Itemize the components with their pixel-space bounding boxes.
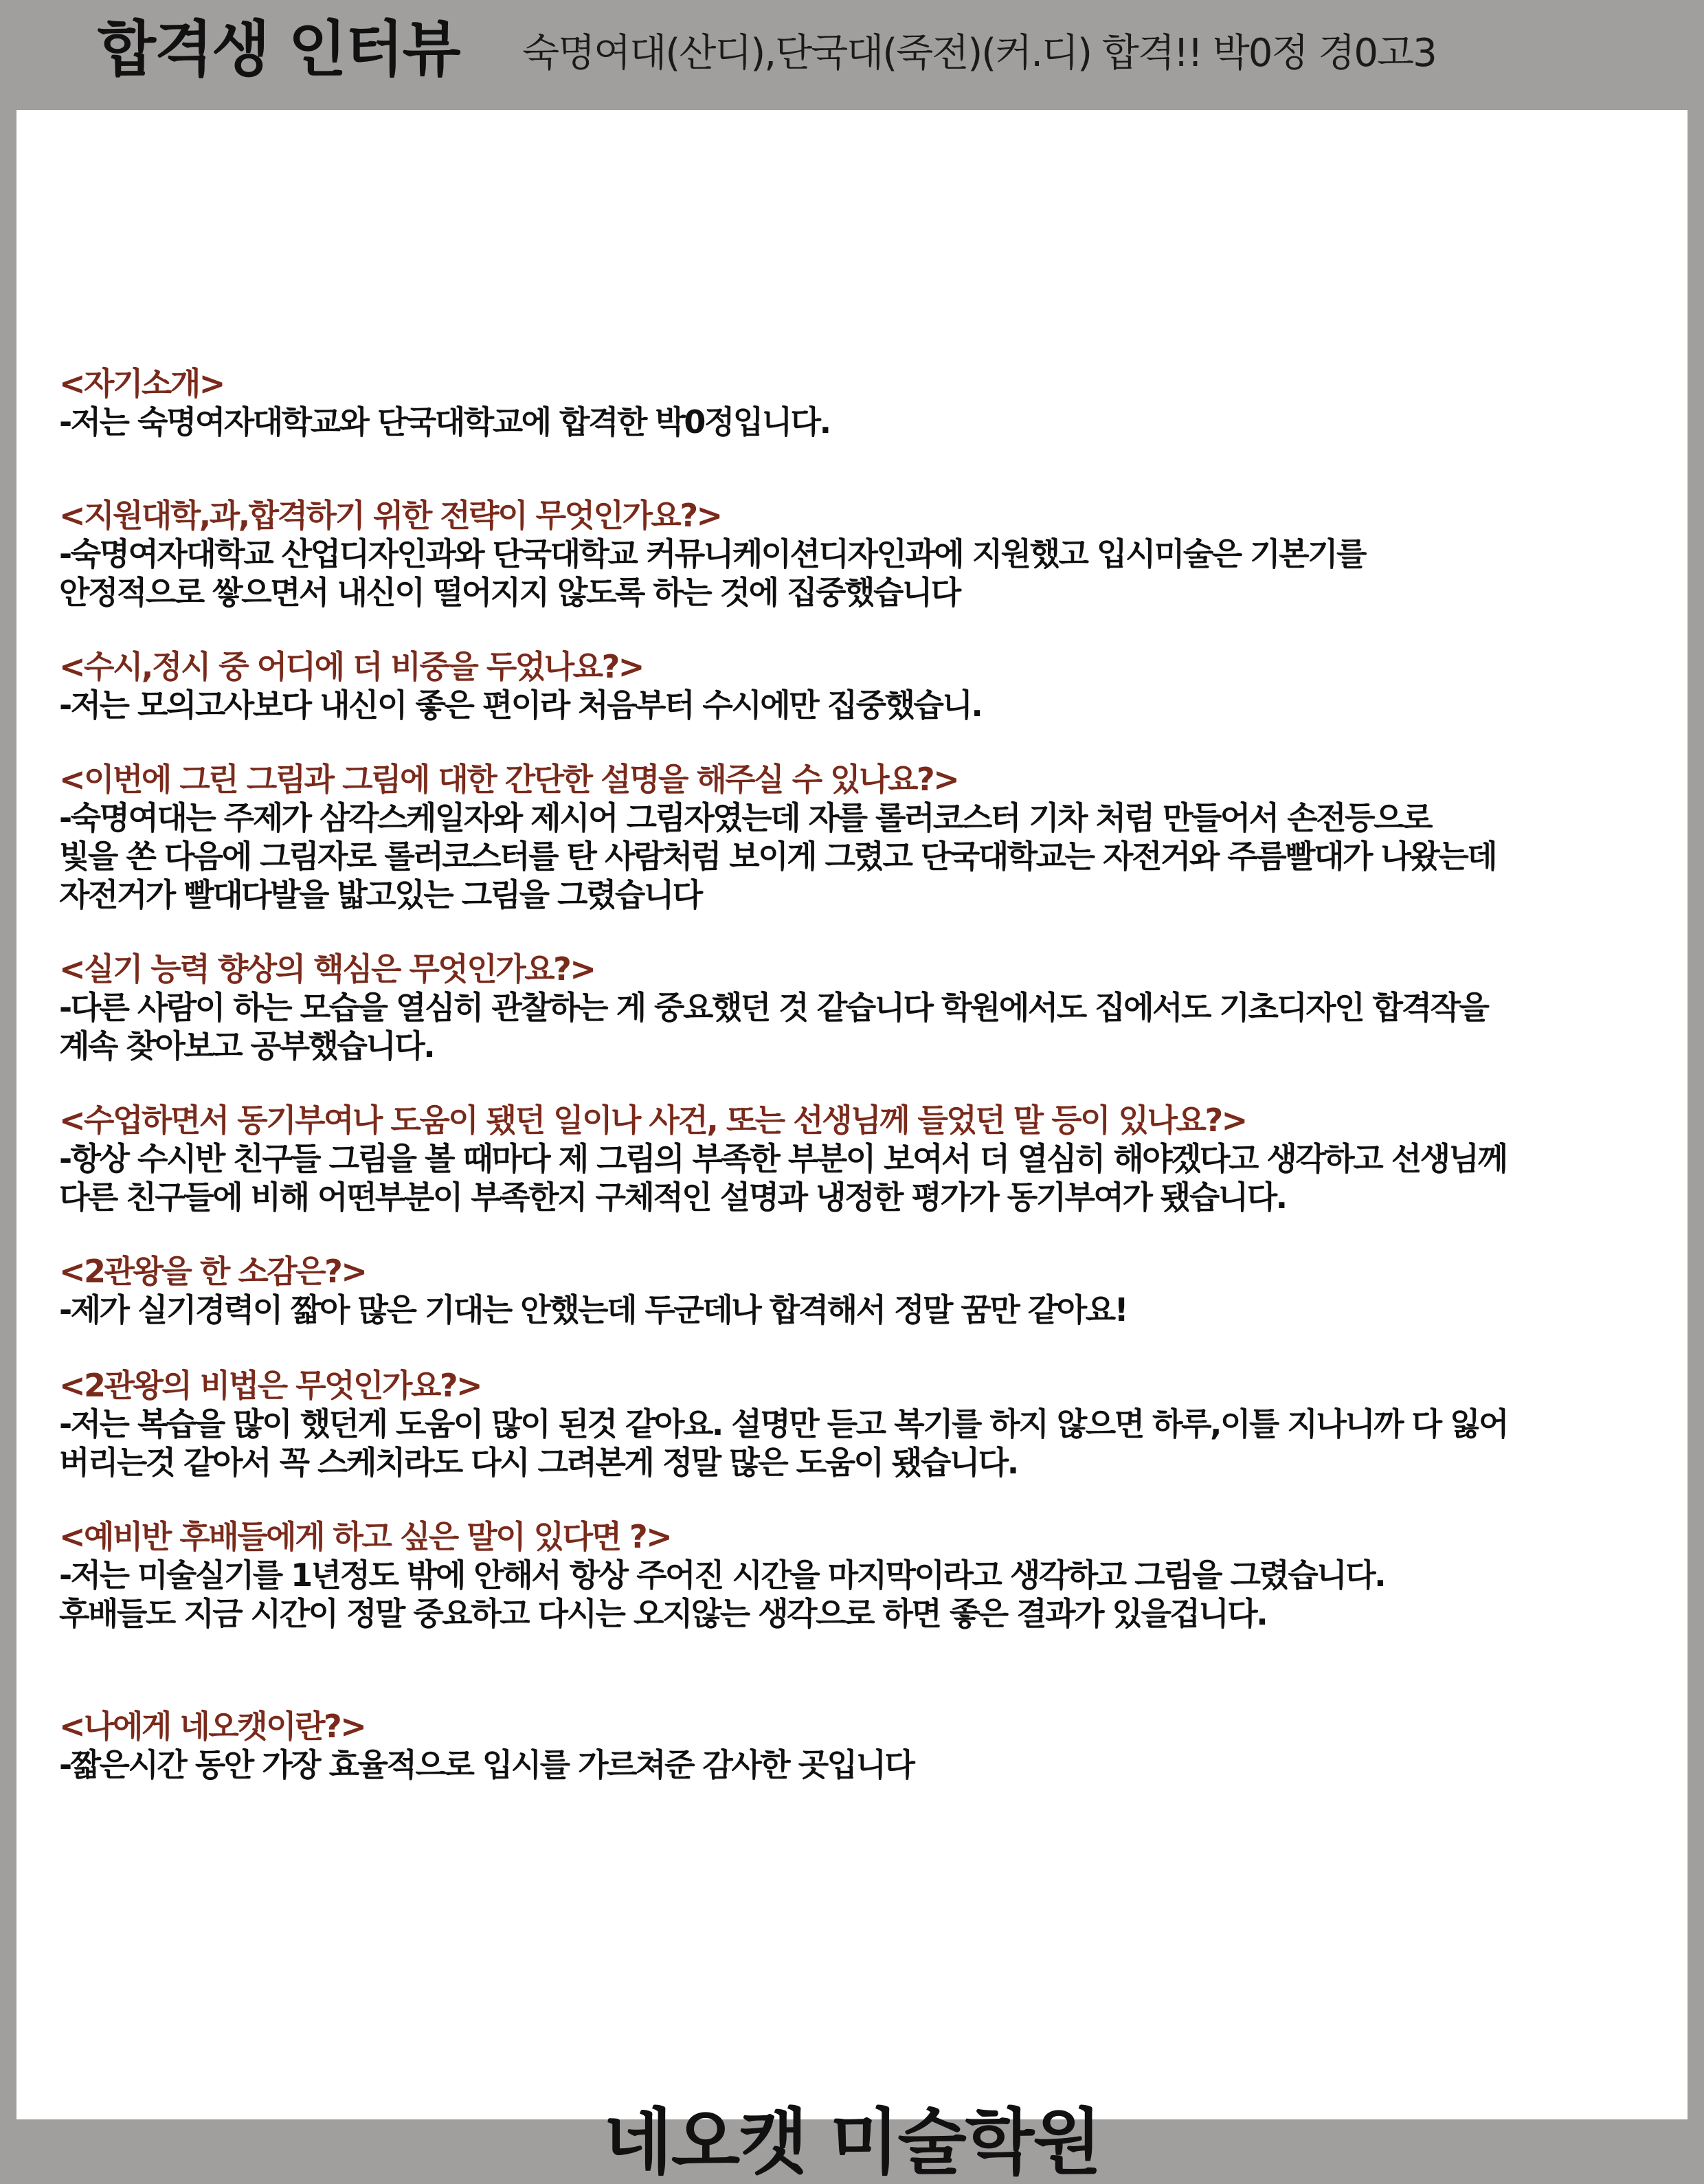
question: <2관왕의 비법은 무엇인가요?>: [59, 1367, 482, 1404]
qa-item-drawing-description: [59, 760, 1667, 914]
answer-line: 안정적으로 쌓으면서 내신이 떨어지지 않도록 하는 것에 집중했습니다: [59, 574, 960, 611]
qa-item-motivation: [59, 1101, 1667, 1216]
answer-line: -다른 사람이 하는 모습을 열심히 관찰하는 게 중요했던 것 같습니다 학원에서도 집에서도 기초디자인 합격작을: [59, 989, 1488, 1026]
page-header: [0, 0, 1704, 110]
qa-item-message-to-juniors: [59, 1517, 1667, 1633]
page-subtitle: 숙명여대(산디),단국대(죽전)(커.디) 합격!! 박0정 경0고3: [522, 31, 1436, 76]
question: <수업하면서 동기부여나 도움이 됐던 일이나 사건, 또는 선생님께 들었던 말 등이 있나요?>: [59, 1102, 1246, 1139]
answer-line: -숙명여자대학교 산업디자인과와 단국대학교 커뮤니케이션디자인과에 지원했고 입시미술은 기본기를: [59, 535, 1365, 572]
answer-line: 빛을 쏜 다음에 그림자로 롤러코스터를 탄 사람처럼 보이게 그렸고 단국대학교는 자전거와 주름빨대가 나왔는데: [59, 838, 1496, 875]
qa-item-susi-jeongsi: [59, 647, 1667, 724]
qa-item-self-intro: [59, 364, 1667, 441]
answer-line: -숙명여대는 주제가 삼각스케일자와 제시어 그림자였는데 자를 롤러코스터 기차 처럼 만들어서 손전등으로: [59, 799, 1431, 836]
answer-line: -짧은시간 동안 가장 효율적으로 입시를 가르쳐준 감사한 곳입니다: [59, 1746, 914, 1783]
answer-line: 버리는것 같아서 꼭 스케치라도 다시 그려본게 정말 많은 도움이 됐습니다.: [59, 1444, 1018, 1481]
question: <실기 능력 향상의 핵심은 무엇인가요?>: [59, 950, 595, 988]
question: <자기소개>: [59, 365, 224, 402]
qa-item-strategy: [59, 496, 1667, 612]
answer-line: 다른 친구들에 비해 어떤부분이 부족한지 구체적인 설명과 냉정한 평가가 동기부여가 됐습니다.: [59, 1179, 1286, 1216]
qa-item-skill-core: [59, 950, 1667, 1065]
qa-item-double-pass-secret: [59, 1366, 1667, 1482]
page-title: 합격생 인터뷰: [98, 14, 460, 85]
question: <수시,정시 중 어디에 더 비중을 두었나요?>: [59, 648, 643, 685]
academy-name: 네오캣 미술학원: [603, 2100, 1101, 2184]
answer-line: -저는 모의고사보다 내신이 좋은 편이라 처음부터 수시에만 집중했습니.: [59, 687, 982, 724]
question: <나에게 네오캣이란?>: [59, 1708, 366, 1745]
answer-line: -저는 미술실기를 1년정도 밖에 안해서 항상 주어진 시간을 마지막이라고 생각하고 그림을 그렸습니다.: [59, 1557, 1385, 1594]
question: <2관왕을 한 소감은?>: [59, 1253, 366, 1290]
question: <지원대학,과,합격하기 위한 전략이 무엇인가요?>: [59, 497, 721, 534]
qa-item-what-neocat-means: [59, 1707, 1667, 1784]
answer-line: 계속 찾아보고 공부했습니다.: [59, 1027, 434, 1065]
answer-line: 자전거가 빨대다발을 밟고있는 그림을 그렸습니다: [59, 876, 702, 913]
question: <예비반 후배들에게 하고 싶은 말이 있다면 ?>: [59, 1518, 671, 1555]
interview-sheet: [16, 110, 1688, 2184]
question: <이번에 그린 그림과 그림에 대한 간단한 설명을 해주실 수 있나요?>: [59, 761, 958, 798]
answer-line: -제가 실기경력이 짧아 많은 기대는 안했는데 두군데나 합격해서 정말 꿈만 같아요!: [59, 1291, 1128, 1328]
answer-line: -항상 수시반 친구들 그림을 볼 때마다 제 그림의 부족한 부분이 보여서 더 열심히 해야겠다고 생각하고 선생님께: [59, 1140, 1507, 1177]
qa-item-double-pass-feeling: [59, 1252, 1667, 1329]
answer-line: 후배들도 지금 시간이 정말 중요하고 다시는 오지않는 생각으로 하면 좋은 결과가 있을겁니다.: [59, 1595, 1267, 1632]
answer-line: -저는 숙명여자대학교와 단국대학교에 합격한 박0정입니다.: [59, 403, 830, 441]
answer-line: -저는 복습을 많이 했던게 도움이 많이 된것 같아요. 설명만 듣고 복기를 하지 않으면 하루,이틀 지나니까 다 잃어: [59, 1405, 1507, 1442]
